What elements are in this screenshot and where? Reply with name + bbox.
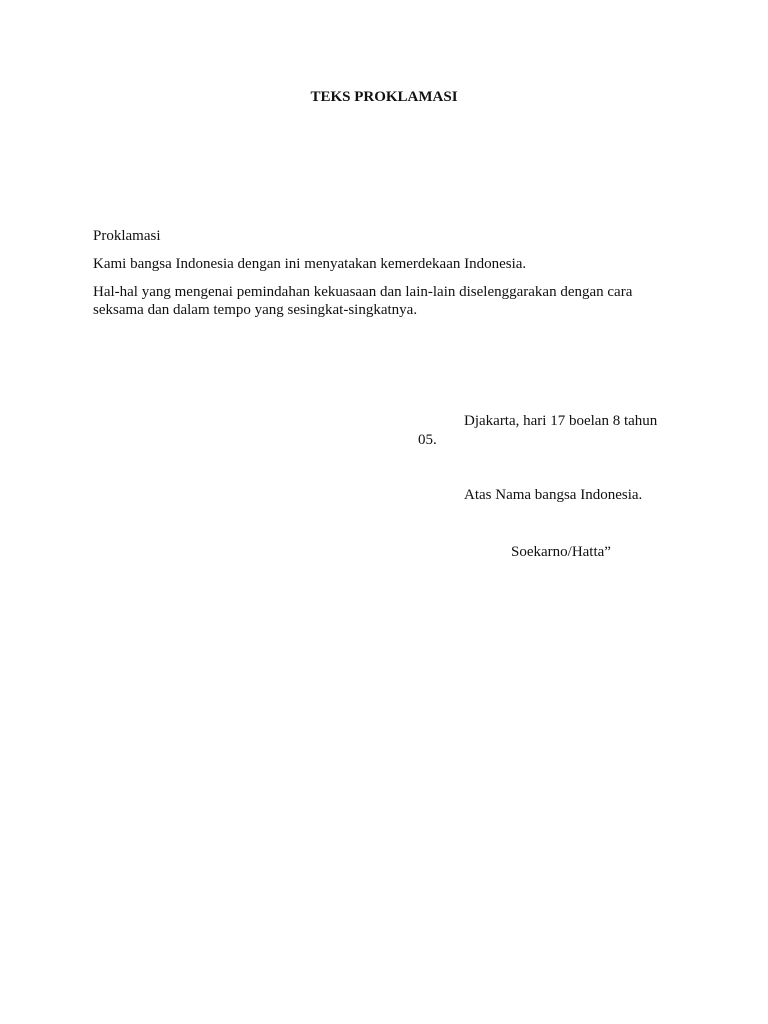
date-line-1: Djakarta, hari 17 boelan 8 tahun bbox=[464, 413, 658, 429]
signatories: Soekarno/Hatta” bbox=[511, 544, 611, 560]
document-title: TEKS PROKLAMASI bbox=[310, 89, 458, 105]
proclamation-heading: Proklamasi bbox=[93, 228, 161, 244]
date-line-2: 05. bbox=[418, 432, 437, 448]
proclamation-paragraph-2: Hal-hal yang mengenai pemindahan kekuasaan dan lain-lain diselenggarakan dengan cara seksama dan dalam tempo yang sesingkat-singkatnya. bbox=[93, 284, 633, 318]
proclamation-paragraph-1: Kami bangsa Indonesia dengan ini menyatakan kemerdekaan Indonesia. bbox=[93, 256, 527, 272]
on-behalf-line: Atas Nama bangsa Indonesia. bbox=[464, 487, 643, 503]
